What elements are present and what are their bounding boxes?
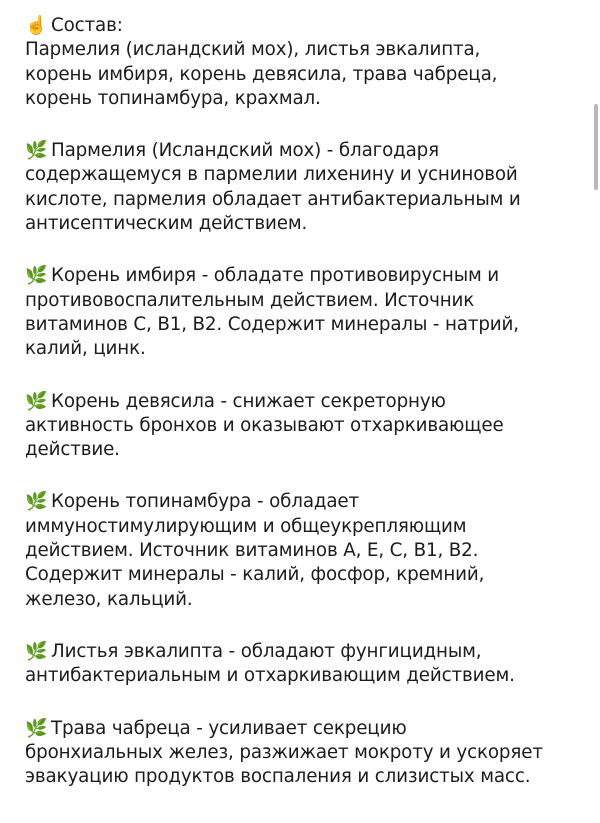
section-elecampane	[25, 390, 585, 463]
section-text: Корень имбиря - обладате противовирусным и	[51, 265, 500, 287]
pointing-up-icon: ☝️	[25, 15, 48, 36]
herb-icon: 🌿	[25, 717, 48, 739]
section-line: витаминов С, В1, В2. Содержит минералы - натрий,	[25, 313, 519, 335]
herb-icon: 🌿	[25, 491, 48, 513]
section-ginger	[25, 264, 585, 361]
herb-icon: 🌿	[25, 265, 48, 287]
section-text: Листья эвкалипта - обладают фунгицидным,	[51, 640, 482, 662]
section-line: содержащемуся в пармелии лихенину и усниновой	[25, 164, 518, 186]
composition-heading	[25, 14, 585, 38]
section-line: эвакуацию продуктов воспаления и слизистых масс.	[25, 766, 531, 788]
section-line: действие.	[25, 439, 120, 461]
section-eucalyptus	[25, 640, 585, 689]
section-line: антисептическим действием.	[25, 213, 308, 235]
section-thyme	[25, 717, 585, 790]
section-line	[25, 139, 585, 163]
composition-title: Состав:	[51, 15, 123, 36]
section-line: железо, кальций.	[25, 588, 193, 610]
section-line: действием. Источник витаминов А, Е, С, В1, В2.	[25, 540, 479, 562]
herb-icon: 🌿	[25, 640, 48, 662]
section-line	[25, 640, 585, 664]
section-text: Корень топинамбура - обладает	[51, 491, 360, 513]
section-line	[25, 390, 585, 414]
section-jerusalem-artichoke	[25, 490, 585, 611]
section-line: кислоте, пармелия обладает антибактериальным и	[25, 188, 521, 210]
section-line: противовоспалительным действием. Источник	[25, 289, 475, 311]
section-text: Пармелия (Исландский мох) - благодаря	[51, 140, 439, 162]
section-text: Трава чабреца - усиливает секрецию	[51, 717, 407, 739]
section-text: Корень девясила - снижает секреторную	[51, 390, 446, 412]
section-parmelia	[25, 139, 585, 236]
section-line	[25, 264, 585, 288]
section-line: иммуностимулирующим и общеукрепляющим	[25, 515, 467, 537]
section-line: калий, цинк.	[25, 338, 146, 360]
document-body	[25, 14, 585, 817]
composition-line: корень топинамбура, крахмал.	[25, 87, 321, 109]
composition-line: корень имбиря, корень девясила, трава чабреца,	[25, 63, 498, 85]
composition-line: Пармелия (исландский мох), листья эвкалипта,	[25, 39, 481, 61]
section-line	[25, 717, 585, 741]
section-line: бронхиальных желез, разжижает мокроту и ускоряет	[25, 741, 543, 763]
composition-block	[25, 14, 585, 111]
herb-icon: 🌿	[25, 140, 48, 162]
section-line: Содержит минералы - калий, фосфор, кремний,	[25, 564, 485, 586]
section-line: активность бронхов и оказывают отхаркивающее	[25, 414, 504, 436]
scrollbar-thumb[interactable]	[594, 104, 598, 190]
section-line: антибактериальным и отхаркивающим действием.	[25, 665, 515, 687]
herb-icon: 🌿	[25, 390, 48, 412]
section-line	[25, 490, 585, 514]
